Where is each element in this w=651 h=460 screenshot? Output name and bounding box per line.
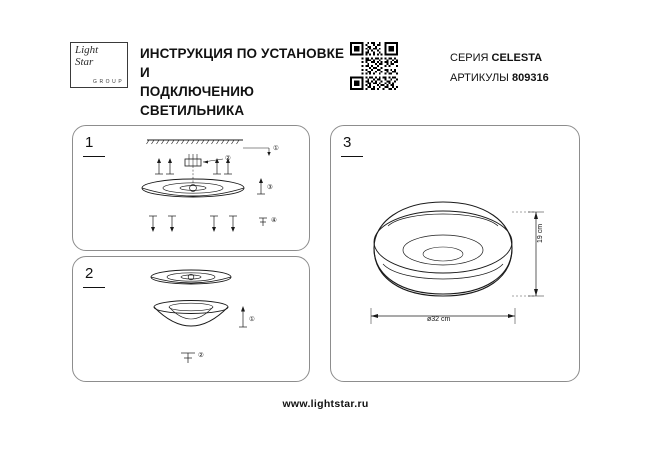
step-panel-2 [72,256,310,382]
header [70,42,580,118]
logo-wordmark [75,45,125,68]
step2-drawing [73,257,311,383]
callout-3-panel1: ③ [267,184,273,191]
article-row [450,68,630,88]
logo-line-1: Light [75,44,99,56]
step-number-2: 2 [85,265,94,282]
callout-1-panel1: ① [273,145,279,152]
callout-2-panel1: ② [225,155,231,162]
step-number-1: 1 [85,134,94,151]
title-line-1: ИНСТРУКЦИЯ ПО УСТАНОВКЕ И [140,46,345,80]
callout-4-panel1: ④ [271,217,277,224]
height-dimension-label: 19 cm [537,223,544,243]
width-dimension-label: ø32 cm [427,316,451,323]
callout-2-panel2: ② [198,352,204,359]
step3-drawing [331,126,581,383]
title-line-2: ПОДКЛЮЧЕНИЮ СВЕТИЛЬНИКА [140,84,255,118]
callout-1-panel2: ① [249,316,255,323]
series-row [450,48,630,68]
series-value: CELESTA [491,52,543,64]
article-value: 809316 [511,72,549,84]
series-label: СЕРИЯ [450,52,489,64]
product-info [450,48,630,88]
qr-code-icon [350,42,398,90]
lightstar-logo [70,42,128,88]
logo-group-text: G R O U P [93,79,123,85]
step-panel-3 [330,125,580,382]
article-label: АРТИКУЛЫ [450,72,509,84]
logo-line-2: Star [75,55,94,68]
step-number-3: 3 [343,134,352,151]
step-panel-1 [72,125,310,251]
page-title [140,44,345,120]
footer-website[interactable]: www.lightstar.ru [282,398,369,410]
